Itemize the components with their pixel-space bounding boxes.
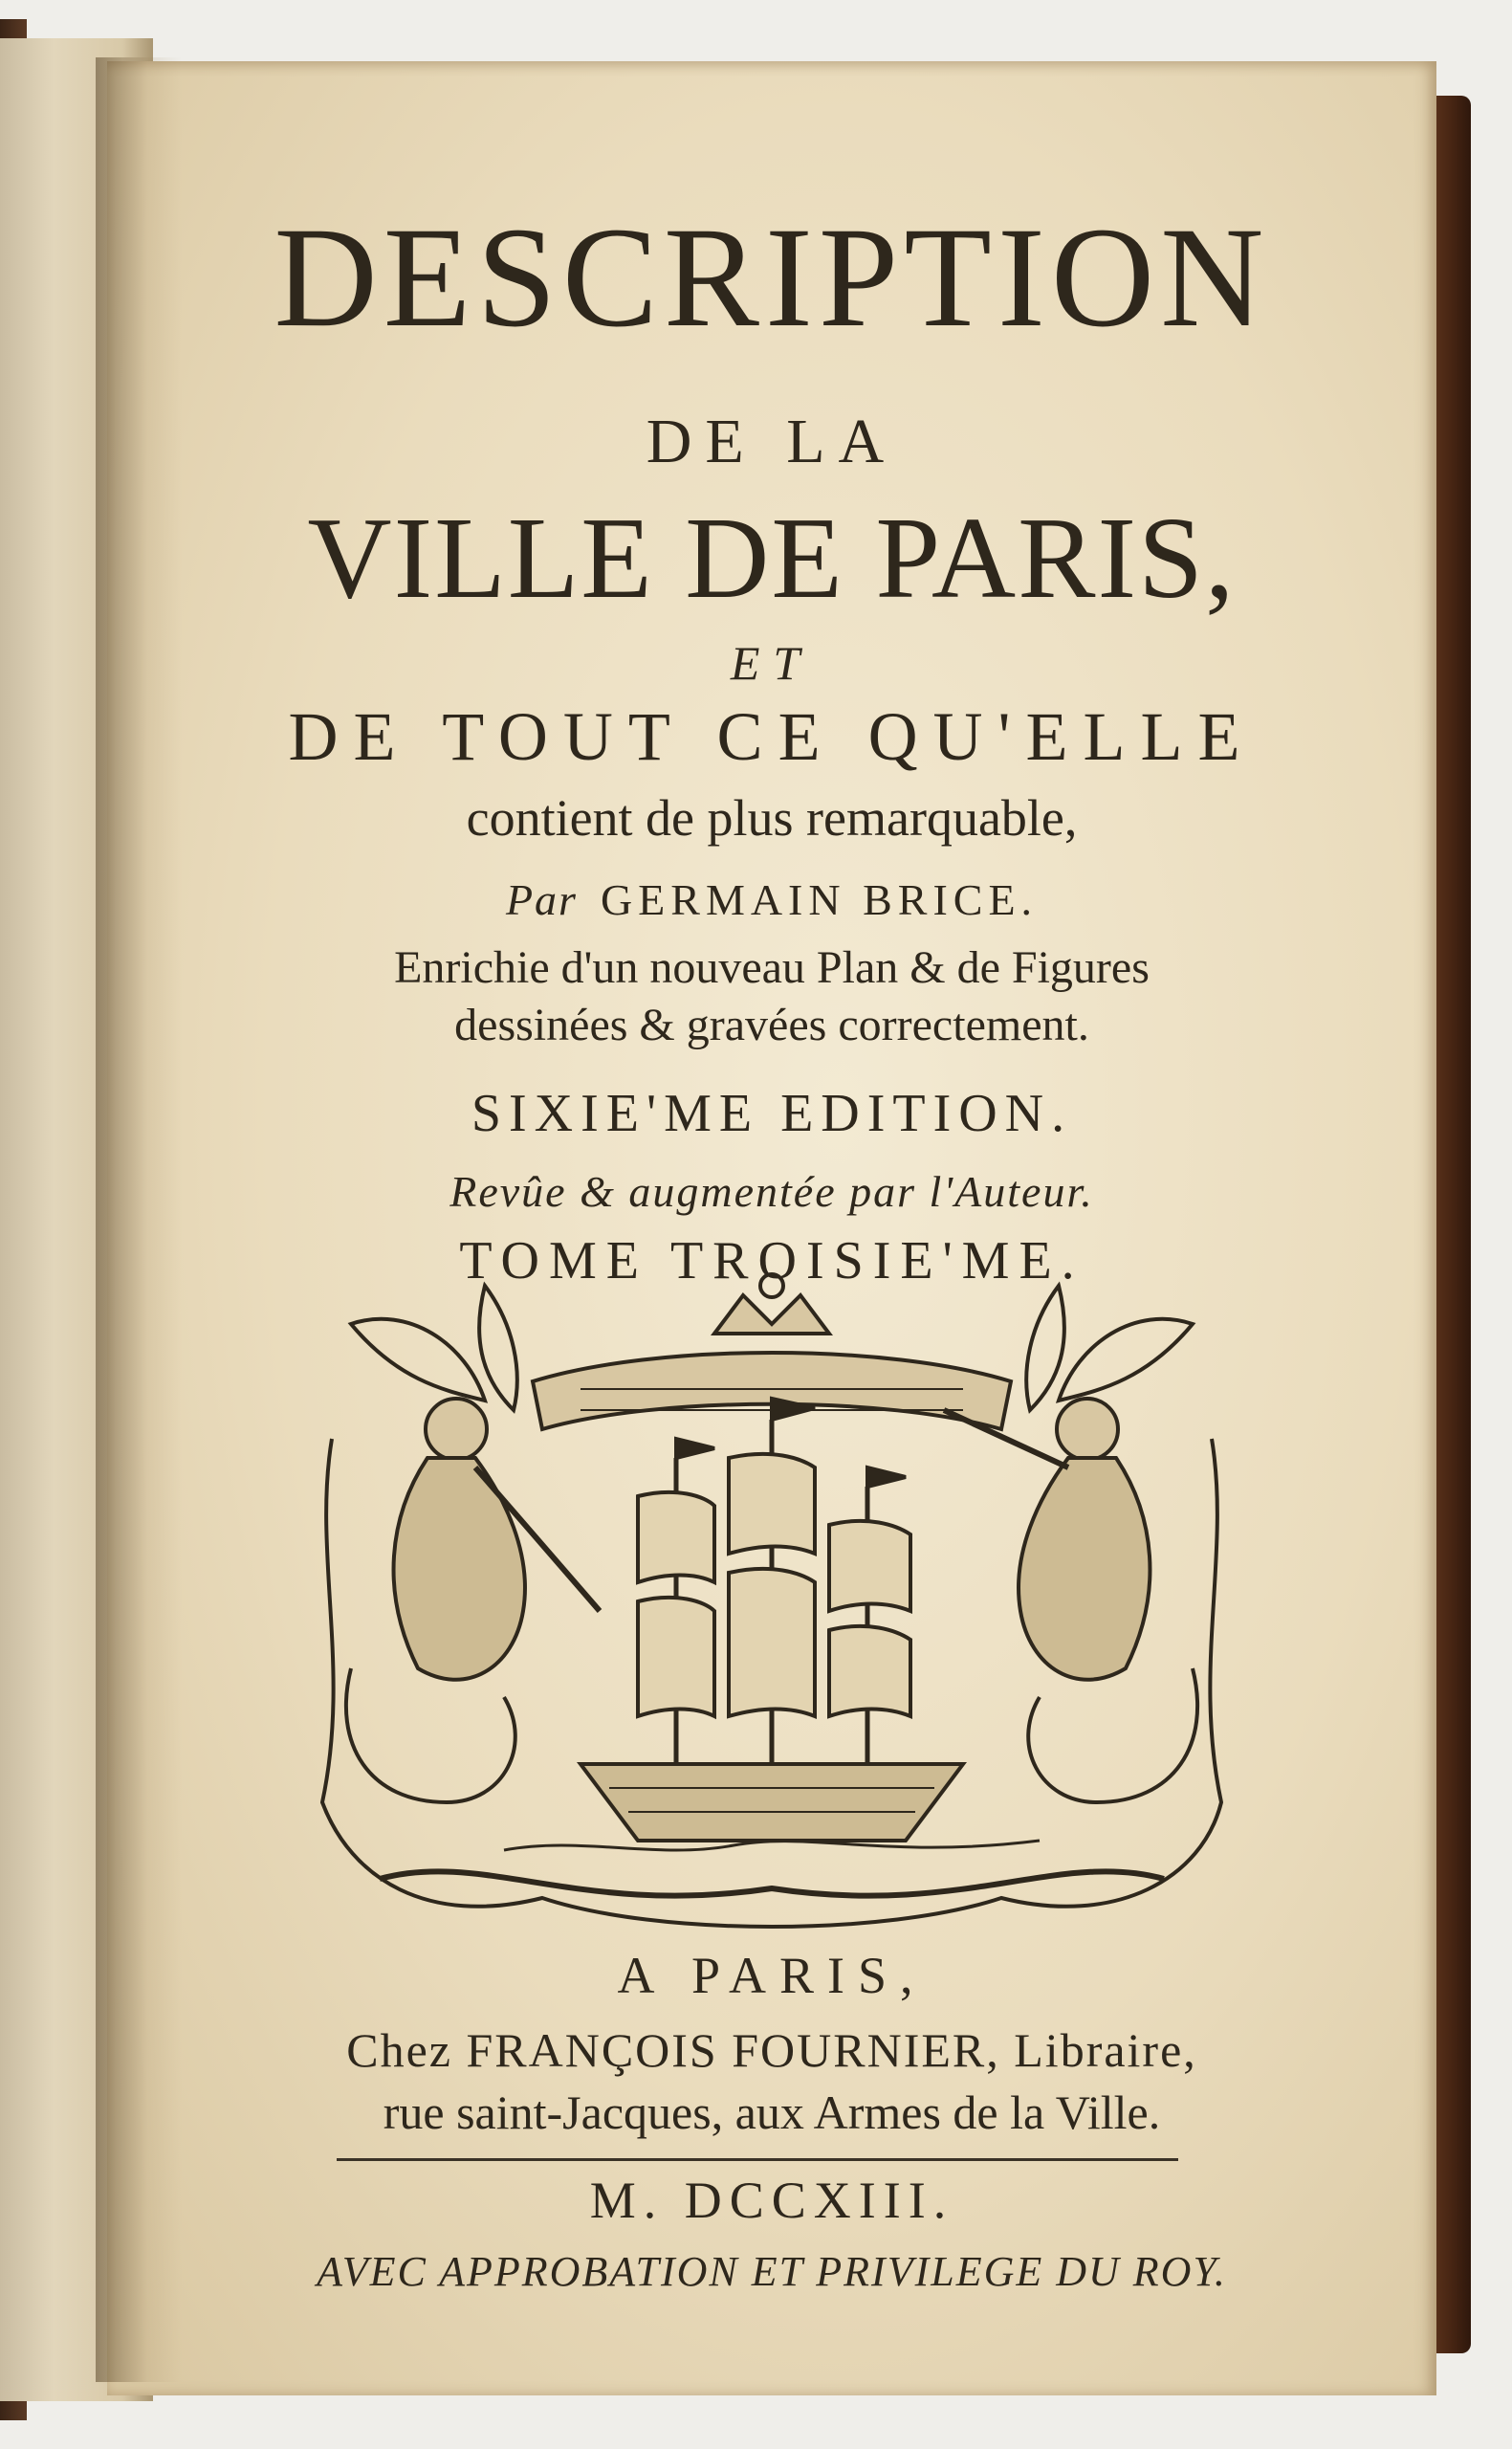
- place-line: A PARIS,: [617, 1947, 927, 2004]
- revised-line: Revûe & augmentée par l'Auteur.: [449, 1167, 1094, 1216]
- author-prefix: Par: [505, 875, 578, 924]
- volume-line: TOME TROISIE'ME.: [459, 1231, 1085, 1291]
- title-line-de-la: DE LA: [646, 407, 898, 476]
- publisher-line-1: Chez FRANÇOIS FOURNIER, Libraire,: [346, 2023, 1197, 2077]
- title-line-de-tout: DE TOUT CE QU'ELLE: [288, 698, 1256, 775]
- privilege-line: AVEC APPROBATION ET PRIVILEGE DU ROY.: [317, 2248, 1227, 2295]
- enrichment-line-1: Enrichie d'un nouveau Plan & de Figures: [394, 942, 1150, 993]
- book-gutter-shadow: [96, 57, 182, 2382]
- edition-line: SIXIE'ME EDITION.: [471, 1084, 1073, 1143]
- title-line-contient: contient de plus remarquable,: [466, 789, 1078, 847]
- title-page: [107, 61, 1436, 2395]
- title-line-et: ET: [730, 636, 814, 690]
- publisher-line-2: rue saint-Jacques, aux Armes de la Ville.: [383, 2085, 1161, 2139]
- title-line-description: DESCRIPTION: [274, 198, 1270, 357]
- divider-rule: [337, 2158, 1178, 2161]
- title-line-ville-de-paris: VILLE DE PARIS,: [307, 494, 1237, 623]
- enrichment-line-2: dessinées & gravées correctement.: [454, 1000, 1089, 1050]
- author-line: [107, 874, 1436, 925]
- woodcut-ship-emblem: [294, 1267, 1250, 1955]
- author-name: GERMAIN BRICE.: [600, 875, 1039, 924]
- year-line: M. DCCXIII.: [589, 2172, 954, 2229]
